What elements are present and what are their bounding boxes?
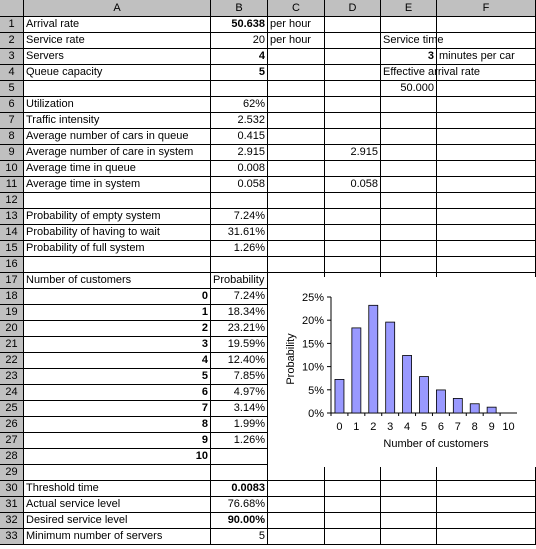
cell-c5[interactable] xyxy=(268,81,325,97)
cell-b12[interactable] xyxy=(211,193,268,209)
cell-c8[interactable] xyxy=(268,129,325,145)
bar-3 xyxy=(386,322,395,413)
cell-c15[interactable] xyxy=(268,241,325,257)
cell-e15[interactable] xyxy=(381,241,437,257)
cell-d8[interactable] xyxy=(325,129,381,145)
cell-d30[interactable] xyxy=(325,481,381,497)
cell-f1[interactable] xyxy=(437,17,536,33)
row-header-4[interactable]: 4 xyxy=(0,65,24,81)
cell-b22[interactable]: 12.40% xyxy=(211,353,268,369)
cell-b9[interactable]: 2.915 xyxy=(211,145,268,161)
cell-b1[interactable]: 50.638 xyxy=(211,17,268,33)
row-header-26[interactable]: 26 xyxy=(0,417,24,433)
cell-d10[interactable] xyxy=(325,161,381,177)
cell-f2[interactable] xyxy=(437,33,536,49)
cell-b29[interactable] xyxy=(211,465,268,481)
cell-d7[interactable] xyxy=(325,113,381,129)
cell-f12[interactable] xyxy=(437,193,536,209)
row-header-22[interactable]: 22 xyxy=(0,353,24,369)
row-header-32[interactable]: 32 xyxy=(0,513,24,529)
cell-d4[interactable] xyxy=(325,65,381,81)
cell-f29[interactable] xyxy=(437,465,536,481)
cell-a24[interactable]: 6 xyxy=(24,385,211,401)
row-header-23[interactable]: 23 xyxy=(0,369,24,385)
x-tick-label: 10 xyxy=(502,421,515,433)
cell-b15[interactable]: 1.26% xyxy=(211,241,268,257)
bar-2 xyxy=(369,305,378,413)
cell-a29[interactable] xyxy=(24,465,211,481)
chart-svg xyxy=(268,277,536,467)
cell-f16[interactable] xyxy=(437,257,536,273)
bar-9 xyxy=(487,407,496,413)
cell-a7[interactable]: Traffic intensity xyxy=(24,113,211,129)
cell-e9[interactable] xyxy=(381,145,437,161)
cell-f10[interactable] xyxy=(437,161,536,177)
cell-f11[interactable] xyxy=(437,177,536,193)
cell-e11[interactable] xyxy=(381,177,437,193)
cell-a2[interactable]: Service rate xyxy=(24,33,211,49)
cell-a13[interactable]: Probability of empty system xyxy=(24,209,211,225)
cell-d5[interactable] xyxy=(325,81,381,97)
cell-a19[interactable]: 1 xyxy=(24,305,211,321)
cell-a14[interactable]: Probability of having to wait xyxy=(24,225,211,241)
row-header-8[interactable]: 8 xyxy=(0,129,24,145)
cell-b19[interactable]: 18.34% xyxy=(211,305,268,321)
cell-a22[interactable]: 4 xyxy=(24,353,211,369)
bar-4 xyxy=(403,355,412,413)
cell-d2[interactable] xyxy=(325,33,381,49)
y-tick-label: 20% xyxy=(301,315,324,328)
bar-5 xyxy=(420,377,429,413)
row-header-21[interactable]: 21 xyxy=(0,337,24,353)
cell-b32[interactable]: 90.00% xyxy=(211,513,268,529)
cell-b27[interactable]: 1.26% xyxy=(211,433,268,449)
cell-b11[interactable]: 0.058 xyxy=(211,177,268,193)
cell-d13[interactable] xyxy=(325,209,381,225)
row-header-25[interactable]: 25 xyxy=(0,401,24,417)
row-header-16[interactable]: 16 xyxy=(0,257,24,273)
row-header-5[interactable]: 5 xyxy=(0,81,24,97)
cell-b28[interactable] xyxy=(211,449,268,465)
cell-a26[interactable]: 8 xyxy=(24,417,211,433)
cell-a1[interactable]: Arrival rate xyxy=(24,17,211,33)
cell-b31[interactable]: 76.68% xyxy=(211,497,268,513)
row-header-18[interactable]: 18 xyxy=(0,289,24,305)
cell-c2[interactable]: per hour xyxy=(268,33,325,49)
cell-a25[interactable]: 7 xyxy=(24,401,211,417)
cell-f33[interactable] xyxy=(437,529,536,545)
row-header-24[interactable]: 24 xyxy=(0,385,24,401)
cell-a23[interactable]: 5 xyxy=(24,369,211,385)
x-tick-label: 0 xyxy=(336,421,343,433)
cell-a10[interactable]: Average time in queue xyxy=(24,161,211,177)
cell-b8[interactable]: 0.415 xyxy=(211,129,268,145)
cell-f32[interactable] xyxy=(437,513,536,529)
cell-b13[interactable]: 7.24% xyxy=(211,209,268,225)
cell-c6[interactable] xyxy=(268,97,325,113)
cell-e33[interactable] xyxy=(381,529,437,545)
cell-b24[interactable]: 4.97% xyxy=(211,385,268,401)
row-header-3[interactable]: 3 xyxy=(0,49,24,65)
cell-d32[interactable] xyxy=(325,513,381,529)
cell-c4[interactable] xyxy=(268,65,325,81)
cell-a6[interactable]: Utilization xyxy=(24,97,211,113)
select-all-corner[interactable] xyxy=(0,0,24,17)
y-tick-label: 15% xyxy=(301,338,324,351)
cell-e31[interactable] xyxy=(381,497,437,513)
cell-a30[interactable]: Threshold time xyxy=(24,481,211,497)
row-header-11[interactable]: 11 xyxy=(0,177,24,193)
cell-e1[interactable] xyxy=(381,17,437,33)
row-header-9[interactable]: 9 xyxy=(0,145,24,161)
cell-f6[interactable] xyxy=(437,97,536,113)
cell-b17[interactable]: Probability xyxy=(211,273,268,289)
cell-d3[interactable] xyxy=(325,49,381,65)
x-tick-label: 9 xyxy=(488,421,495,433)
cell-c29[interactable] xyxy=(268,465,325,481)
cell-d1[interactable] xyxy=(325,17,381,33)
cell-f15[interactable] xyxy=(437,241,536,257)
cell-f30[interactable] xyxy=(437,481,536,497)
cell-a4[interactable]: Queue capacity xyxy=(24,65,211,81)
cell-b30[interactable]: 0.0083 xyxy=(211,481,268,497)
row-header-13[interactable]: 13 xyxy=(0,209,24,225)
y-tick-label: 0% xyxy=(308,408,324,420)
cell-b7[interactable]: 2.532 xyxy=(211,113,268,129)
row-header-30[interactable]: 30 xyxy=(0,481,24,497)
cell-f9[interactable] xyxy=(437,145,536,161)
cell-b4[interactable]: 5 xyxy=(211,65,268,81)
cell-b14[interactable]: 31.61% xyxy=(211,225,268,241)
cell-a3[interactable]: Servers xyxy=(24,49,211,65)
row-header-17[interactable]: 17 xyxy=(0,273,24,289)
cell-f3[interactable]: minutes per car xyxy=(437,49,536,65)
cell-d33[interactable] xyxy=(325,529,381,545)
cell-e10[interactable] xyxy=(381,161,437,177)
row-header-7[interactable]: 7 xyxy=(0,113,24,129)
cell-e16[interactable] xyxy=(381,257,437,273)
probability-chart[interactable] xyxy=(268,277,536,467)
cell-d9[interactable]: 2.915 xyxy=(325,145,381,161)
cell-a21[interactable]: 3 xyxy=(24,337,211,353)
cell-b2[interactable]: 20 xyxy=(211,33,268,49)
cell-a15[interactable]: Probability of full system xyxy=(24,241,211,257)
cell-e32[interactable] xyxy=(381,513,437,529)
y-tick-label: 10% xyxy=(301,361,324,374)
cell-a16[interactable] xyxy=(24,257,211,273)
cell-c7[interactable] xyxy=(268,113,325,129)
cell-c33[interactable] xyxy=(268,529,325,545)
bar-0 xyxy=(335,379,344,413)
cell-e7[interactable] xyxy=(381,113,437,129)
bar-6 xyxy=(436,390,445,413)
row-header-33[interactable]: 33 xyxy=(0,529,24,545)
cell-c11[interactable] xyxy=(268,177,325,193)
row-header-12[interactable]: 12 xyxy=(0,193,24,209)
cell-d15[interactable] xyxy=(325,241,381,257)
column-header-d[interactable]: D xyxy=(325,0,381,17)
bar-7 xyxy=(453,398,462,413)
row-header-6[interactable]: 6 xyxy=(0,97,24,113)
cell-d16[interactable] xyxy=(325,257,381,273)
cell-f31[interactable] xyxy=(437,497,536,513)
cell-f5[interactable] xyxy=(437,81,536,97)
cell-c31[interactable] xyxy=(268,497,325,513)
y-axis-title: Probability xyxy=(285,333,297,385)
cell-b26[interactable]: 1.99% xyxy=(211,417,268,433)
cell-e12[interactable] xyxy=(381,193,437,209)
cell-b20[interactable]: 23.21% xyxy=(211,321,268,337)
cell-a32[interactable]: Desired service level xyxy=(24,513,211,529)
cell-b3[interactable]: 4 xyxy=(211,49,268,65)
cell-f13[interactable] xyxy=(437,209,536,225)
x-tick-label: 4 xyxy=(404,421,411,433)
cell-a18[interactable]: 0 xyxy=(24,289,211,305)
column-header-f[interactable]: F xyxy=(437,0,536,17)
x-tick-label: 5 xyxy=(420,421,428,433)
cell-c10[interactable] xyxy=(268,161,325,177)
cell-b10[interactable]: 0.008 xyxy=(211,161,268,177)
cell-e29[interactable] xyxy=(381,465,437,481)
cell-b23[interactable]: 7.85% xyxy=(211,369,268,385)
cell-d14[interactable] xyxy=(325,225,381,241)
cell-a8[interactable]: Average number of cars in queue xyxy=(24,129,211,145)
row-header-28[interactable]: 28 xyxy=(0,449,24,465)
cell-e30[interactable] xyxy=(381,481,437,497)
x-axis-title: Number of customers xyxy=(383,438,489,450)
row-header-31[interactable]: 31 xyxy=(0,497,24,513)
y-tick-label: 5% xyxy=(308,384,324,397)
cell-d12[interactable] xyxy=(325,193,381,209)
cell-a17[interactable]: Number of customers xyxy=(24,273,211,289)
cell-f7[interactable] xyxy=(437,113,536,129)
row-header-19[interactable]: 19 xyxy=(0,305,24,321)
cell-d11[interactable]: 0.058 xyxy=(325,177,381,193)
cell-b16[interactable] xyxy=(211,257,268,273)
cell-c13[interactable] xyxy=(268,209,325,225)
cell-c1[interactable]: per hour xyxy=(268,17,325,33)
row-header-27[interactable]: 27 xyxy=(0,433,24,449)
cell-a31[interactable]: Actual service level xyxy=(24,497,211,513)
row-header-15[interactable]: 15 xyxy=(0,241,24,257)
row-header-14[interactable]: 14 xyxy=(0,225,24,241)
column-header-e[interactable]: E xyxy=(381,0,437,17)
column-header-a[interactable]: A xyxy=(24,0,211,17)
cell-c32[interactable] xyxy=(268,513,325,529)
cell-f8[interactable] xyxy=(437,129,536,145)
bar-1 xyxy=(352,328,361,413)
cell-a27[interactable]: 9 xyxy=(24,433,211,449)
cell-e3[interactable]: 3 xyxy=(381,49,437,65)
cell-a33[interactable]: Minimum number of servers xyxy=(24,529,211,545)
x-tick-label: 1 xyxy=(353,421,360,433)
cell-c12[interactable] xyxy=(268,193,325,209)
cell-e2[interactable]: Service time xyxy=(381,33,437,49)
cell-d29[interactable] xyxy=(325,465,381,481)
cell-b25[interactable]: 3.14% xyxy=(211,401,268,417)
x-tick-label: 3 xyxy=(387,421,394,433)
cell-e8[interactable] xyxy=(381,129,437,145)
cell-a5[interactable] xyxy=(24,81,211,97)
cell-c16[interactable] xyxy=(268,257,325,273)
row-header-10[interactable]: 10 xyxy=(0,161,24,177)
cell-b5[interactable] xyxy=(211,81,268,97)
cell-b33[interactable]: 5 xyxy=(211,529,268,545)
cell-a12[interactable] xyxy=(24,193,211,209)
cell-e4[interactable]: Effective arrival rate xyxy=(381,65,437,81)
cell-b6[interactable]: 62% xyxy=(211,97,268,113)
row-header-2[interactable]: 2 xyxy=(0,33,24,49)
row-header-29[interactable]: 29 xyxy=(0,465,24,481)
cell-c14[interactable] xyxy=(268,225,325,241)
cell-f14[interactable] xyxy=(437,225,536,241)
column-header-c[interactable]: C xyxy=(268,0,325,17)
cell-e13[interactable] xyxy=(381,209,437,225)
cell-e5[interactable]: 50.000 xyxy=(381,81,437,97)
cell-c3[interactable] xyxy=(268,49,325,65)
x-tick-label: 2 xyxy=(370,421,377,433)
cell-a9[interactable]: Average number of care in system xyxy=(24,145,211,161)
cell-f4[interactable] xyxy=(437,65,536,81)
cell-c30[interactable] xyxy=(268,481,325,497)
cell-b21[interactable]: 19.59% xyxy=(211,337,268,353)
cell-a20[interactable]: 2 xyxy=(24,321,211,337)
row-header-20[interactable]: 20 xyxy=(0,321,24,337)
row-header-1[interactable]: 1 xyxy=(0,17,24,33)
x-tick-label: 8 xyxy=(471,421,478,433)
x-tick-label: 6 xyxy=(437,421,444,433)
cell-a28[interactable]: 10 xyxy=(24,449,211,465)
cell-d6[interactable] xyxy=(325,97,381,113)
cell-d31[interactable] xyxy=(325,497,381,513)
cell-a11[interactable]: Average time in system xyxy=(24,177,211,193)
y-tick-label: 25% xyxy=(301,292,324,304)
cell-e14[interactable] xyxy=(381,225,437,241)
cell-b18[interactable]: 7.24% xyxy=(211,289,268,305)
cell-c9[interactable] xyxy=(268,145,325,161)
x-tick-label: 7 xyxy=(454,421,461,433)
column-header-b[interactable]: B xyxy=(211,0,268,17)
cell-e6[interactable] xyxy=(381,97,437,113)
bar-8 xyxy=(470,404,479,413)
